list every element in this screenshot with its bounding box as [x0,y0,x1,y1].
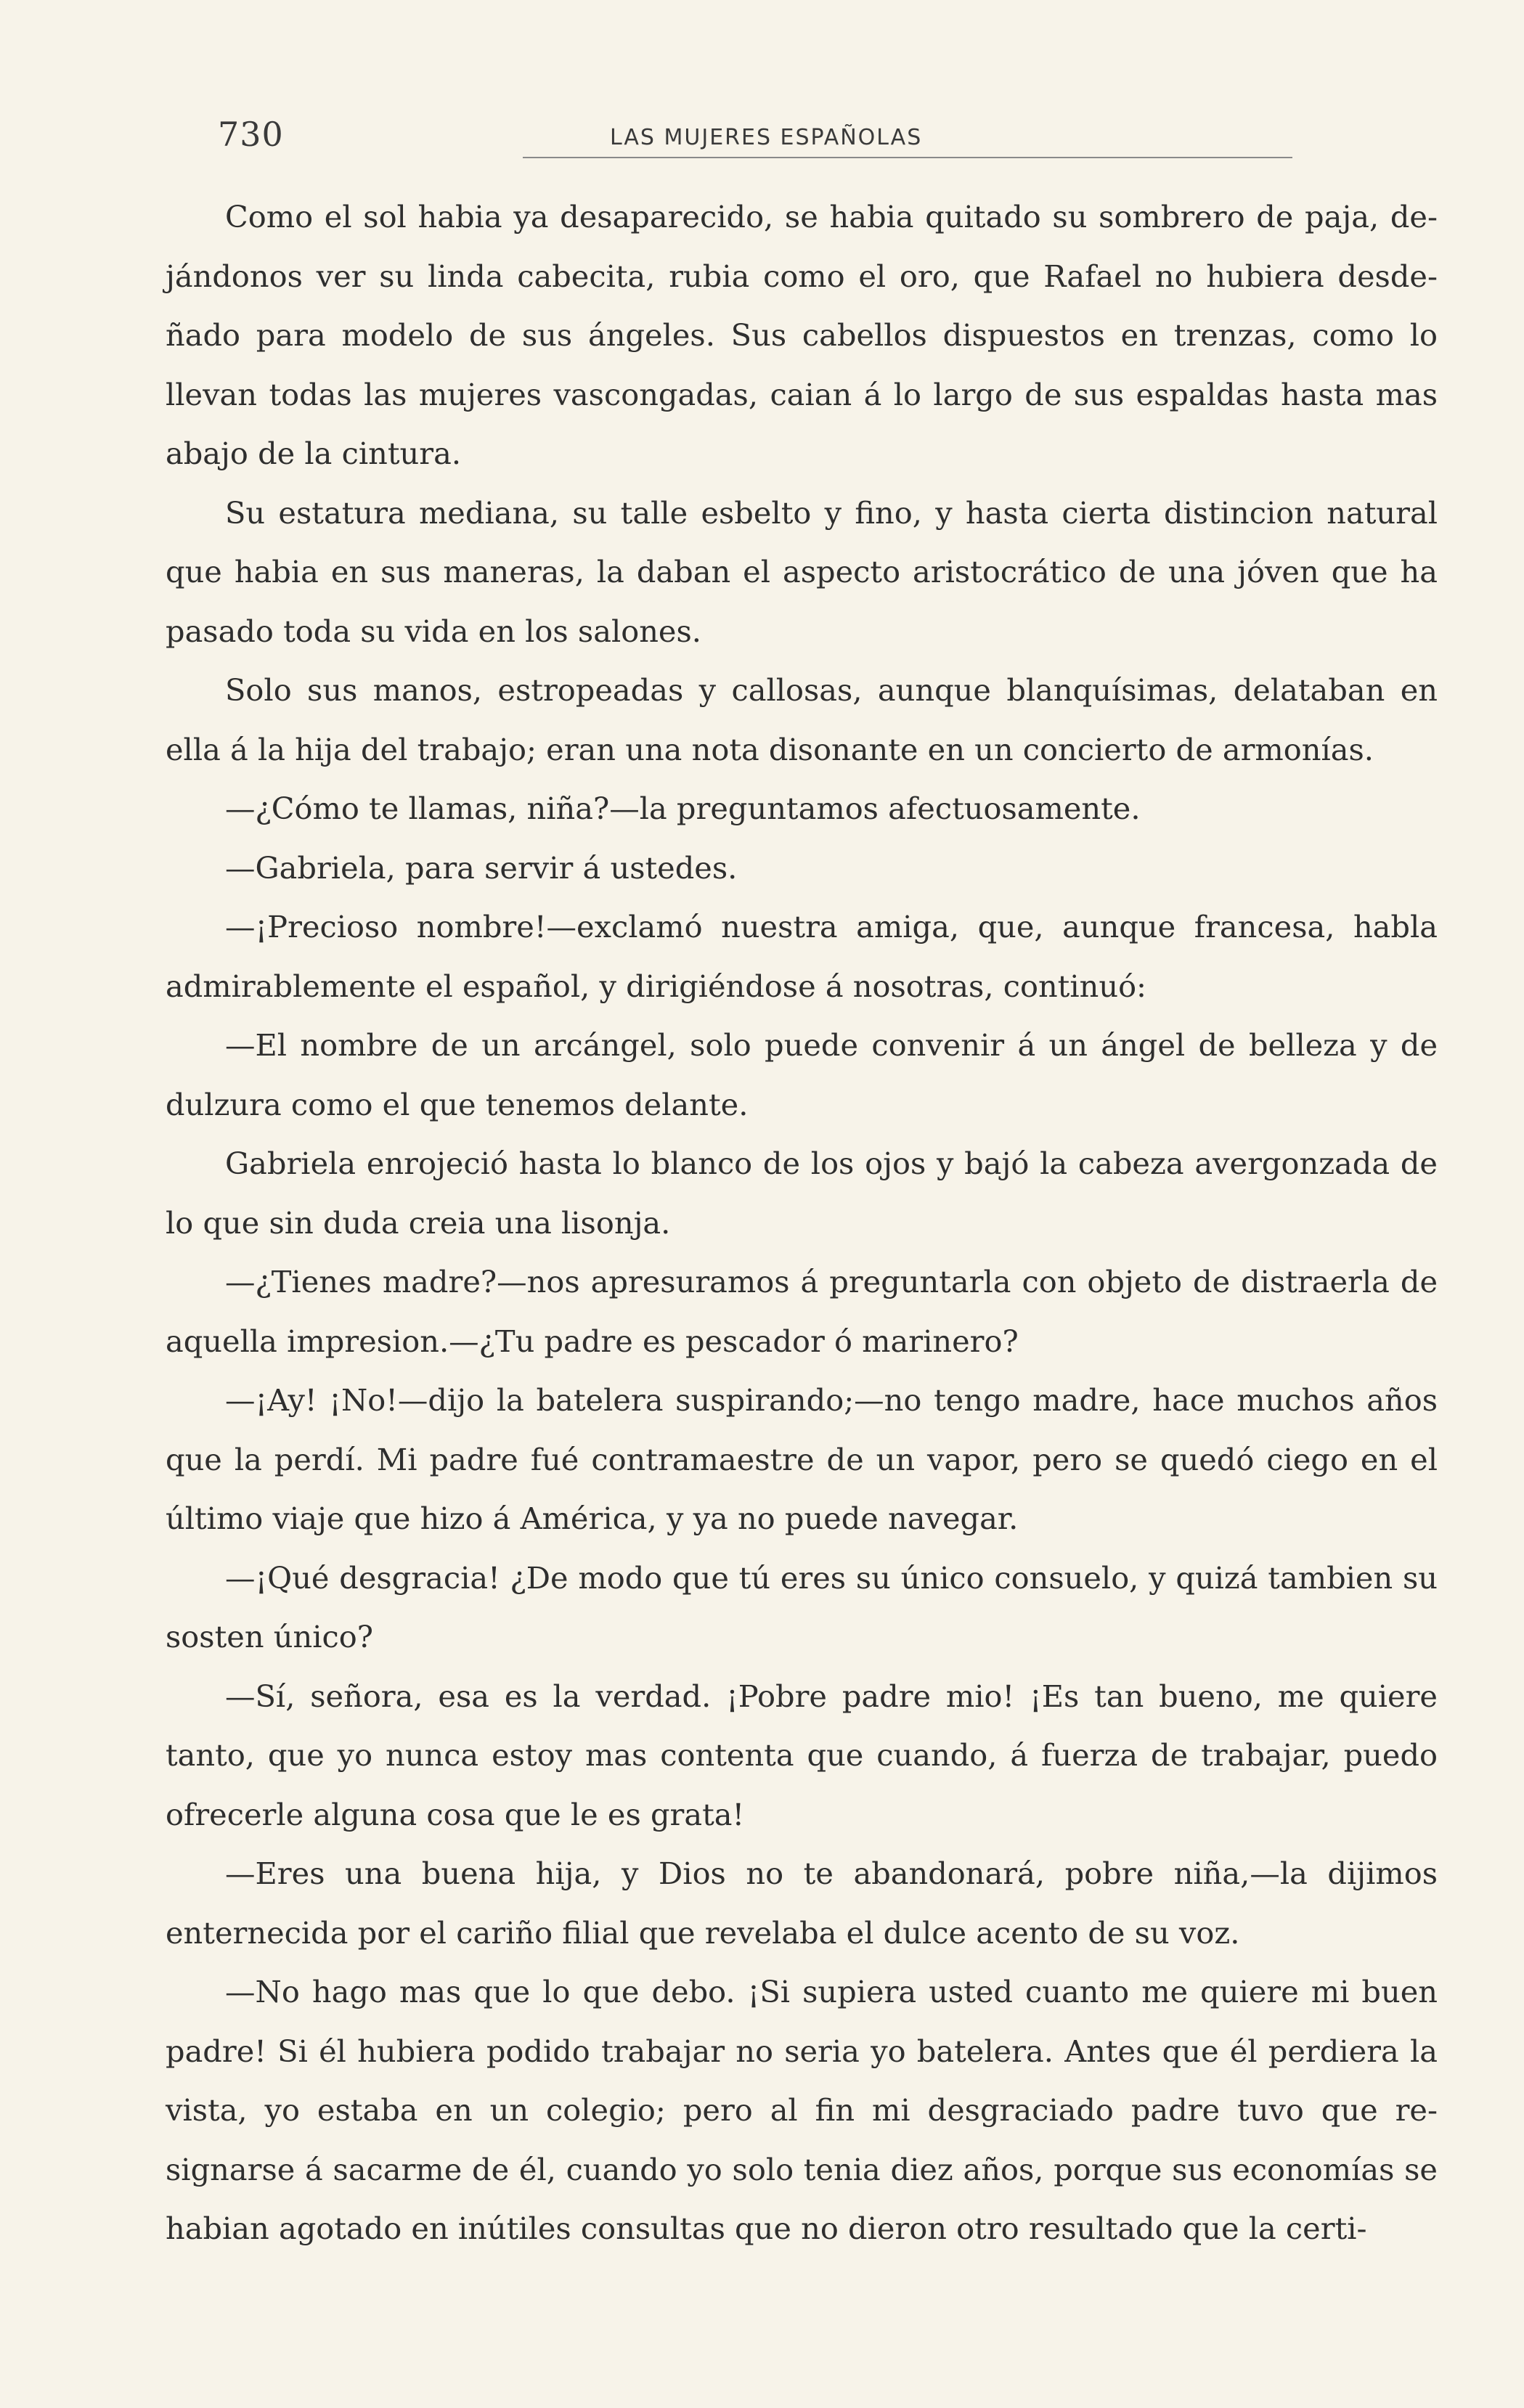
paragraph: Gabriela enrojeció hasta lo blanco de los ojos y bajó la cabeza avergonzada de lo que sin duda creia una lisonja. [166,1146,1438,1241]
page-header [218,115,1438,158]
dialogue-line: —El nombre de un arcángel, solo puede convenir á un ángel de belleza y de dulzura como el que tenemos delante. [166,1027,1438,1122]
running-title: LAS MUJERES ESPAÑOLAS [610,125,923,150]
dialogue-line: —No hago mas que lo que debo. ¡Si supiera usted cuanto me quiere mi buen padre! Si él hubiera podido trabajar no seria yo batelera. Antes que él perdiera la vista, yo estaba en un colegio; pero al fin mi desgraciado padre tuvo que re-signarse á sacarme de él, cuando yo solo tenia diez años, porque sus economías se habian agotado en inútiles consultas que no dieron otro resultado que la certi- [166,1974,1438,2246]
dialogue-line: —Sí, señora, esa es la verdad. ¡Pobre padre mio! ¡Es tan bueno, me quiere tanto, que yo nunca estoy mas contenta que cuando, á fuerza de trabajar, puedo ofrecerle alguna cosa que le es grata! [166,1678,1438,1832]
dialogue-line: —Gabriela, para servir á ustedes. [225,849,738,886]
dialogue-line: —¡Ay! ¡No!—dijo la batelera suspirando;—no tengo madre, hace muchos años que la perdí. Mi padre fué contramaestre de un vapor, pero se quedó ciego en el último viaje que hizo á América, y ya no puede navegar. [166,1382,1438,1536]
dialogue-line: —Eres una buena hija, y Dios no te abandonará, pobre niña,—la dijimos enternecida por el cariño filial que revelaba el dulce acento de su voz. [166,1856,1438,1951]
header-rule [523,157,1292,158]
dialogue-line: —¿Tienes madre?—nos apresuramos á preguntarla con objeto de distraerla de aquella impresion.—¿Tu padre es pescador ó marinero? [166,1264,1438,1359]
paragraph: Solo sus manos, estropeadas y callosas, aunque blanquísimas, delataban en ella á la hija del trabajo; eran una nota disonante en un concierto de armonías. [166,672,1438,767]
paragraph: Su estatura mediana, su talle esbelto y fino, y hasta cierta distincion natural que habia en sus maneras, la daban el aspecto aristocrático de una jóven que ha pasado toda su vida en los salones. [166,494,1438,649]
page-number: 730 [218,115,284,154]
dialogue-line: —¡Precioso nombre!—exclamó nuestra amiga, que, aunque francesa, habla admirablemente el español, y dirigiéndose á nosotras, continuó: [166,909,1438,1004]
paragraph: Como el sol habia ya desaparecido, se habia quitado su sombrero de paja, de-jándonos ver su linda cabecita, rubia como el oro, que Rafael no hubiera desde-ñado para modelo de sus ángeles. Sus cabellos dispuestos en trenzas, como lo llevan todas las mujeres vascongadas, caian á lo largo de sus espaldas hasta mas abajo de la cintura. [166,199,1438,471]
dialogue-line: —¡Qué desgracia! ¿De modo que tú eres su único consuelo, y quizá tambien su sosten único? [166,1559,1438,1654]
body-text [166,187,1438,2258]
dialogue-line: —¿Cómo te llamas, niña?—la preguntamos afectuosamente. [225,791,1141,826]
